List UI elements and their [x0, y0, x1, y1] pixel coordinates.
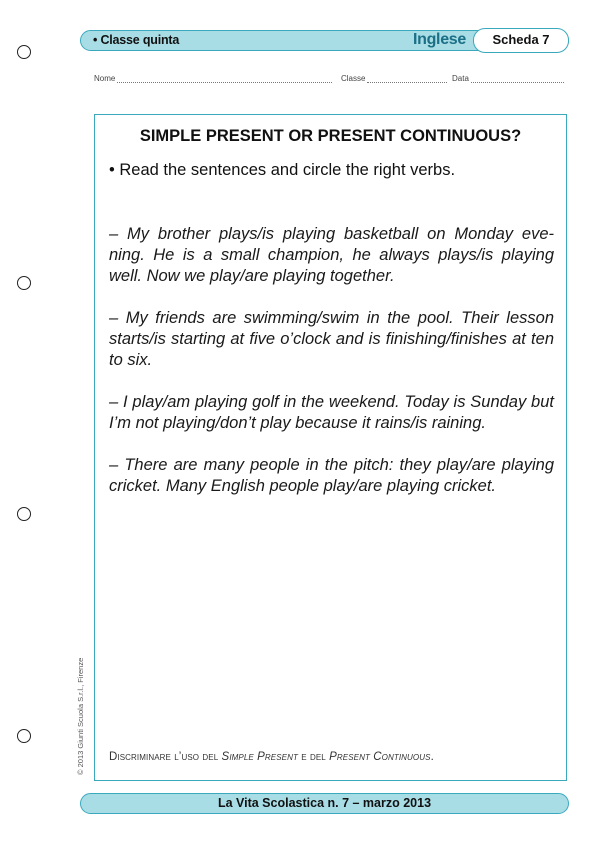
worksheet-title: SIMPLE PRESENT OR PRESENT CONTINUOUS?	[139, 127, 522, 145]
footer-bar: La Vita Scolastica n. 7 – marzo 2013	[80, 793, 569, 814]
binder-hole-4	[17, 729, 31, 743]
date-field[interactable]	[452, 74, 564, 83]
binder-hole-2	[17, 276, 31, 290]
subject-label: Inglese	[412, 31, 466, 48]
exercise-paragraph-2: – My friends are swimming/swim in the pool. Their lesson starts/is starting at five o’clock and is finishing/finishes at ten to six.	[109, 309, 554, 369]
binder-hole-3	[17, 507, 31, 521]
name-line[interactable]	[117, 74, 332, 83]
instruction: • Read the sentences and circle the right verbs.	[109, 161, 456, 179]
objective-term-2: Present Continuous	[329, 751, 431, 763]
worksheet-frame	[94, 114, 567, 781]
date-label: Data	[452, 74, 469, 83]
name-field[interactable]	[94, 74, 332, 83]
name-label: Nome	[94, 74, 116, 83]
learning-objective	[109, 751, 434, 763]
date-line[interactable]	[471, 74, 564, 83]
student-info-fields	[94, 74, 566, 86]
class-field[interactable]	[341, 74, 447, 83]
class-line[interactable]	[367, 74, 447, 83]
sheet-number-tab: Scheda 7	[473, 28, 569, 53]
binder-hole-1	[17, 45, 31, 59]
exercise-paragraph-4: – There are many people in the pitch: they play/are playing cricket. Many English people play/are playing cricket.	[109, 456, 554, 495]
header-bar	[80, 30, 569, 51]
objective-text-2: e del	[297, 751, 330, 763]
exercise-paragraph-1: – My brother plays/is playing basketball on Monday eve-ning. He is a small champion, he always plays/is playing well. Now we play/are playing together.	[109, 225, 554, 285]
objective-term-1: Simple Present	[221, 751, 298, 763]
copyright-notice: © 2013 Giunti Scuola S.r.l., Firenze	[76, 657, 85, 775]
class-label: Classe	[341, 74, 366, 83]
class-level-label: • Classe quinta	[93, 33, 180, 47]
objective-text-1: Discriminare l’uso del	[109, 751, 222, 763]
objective-text-3: .	[430, 751, 434, 763]
exercise-paragraph-3: – I play/am playing golf in the weekend. Today is Sunday but I’m not playing/don’t play because it rains/is raining.	[109, 393, 554, 432]
